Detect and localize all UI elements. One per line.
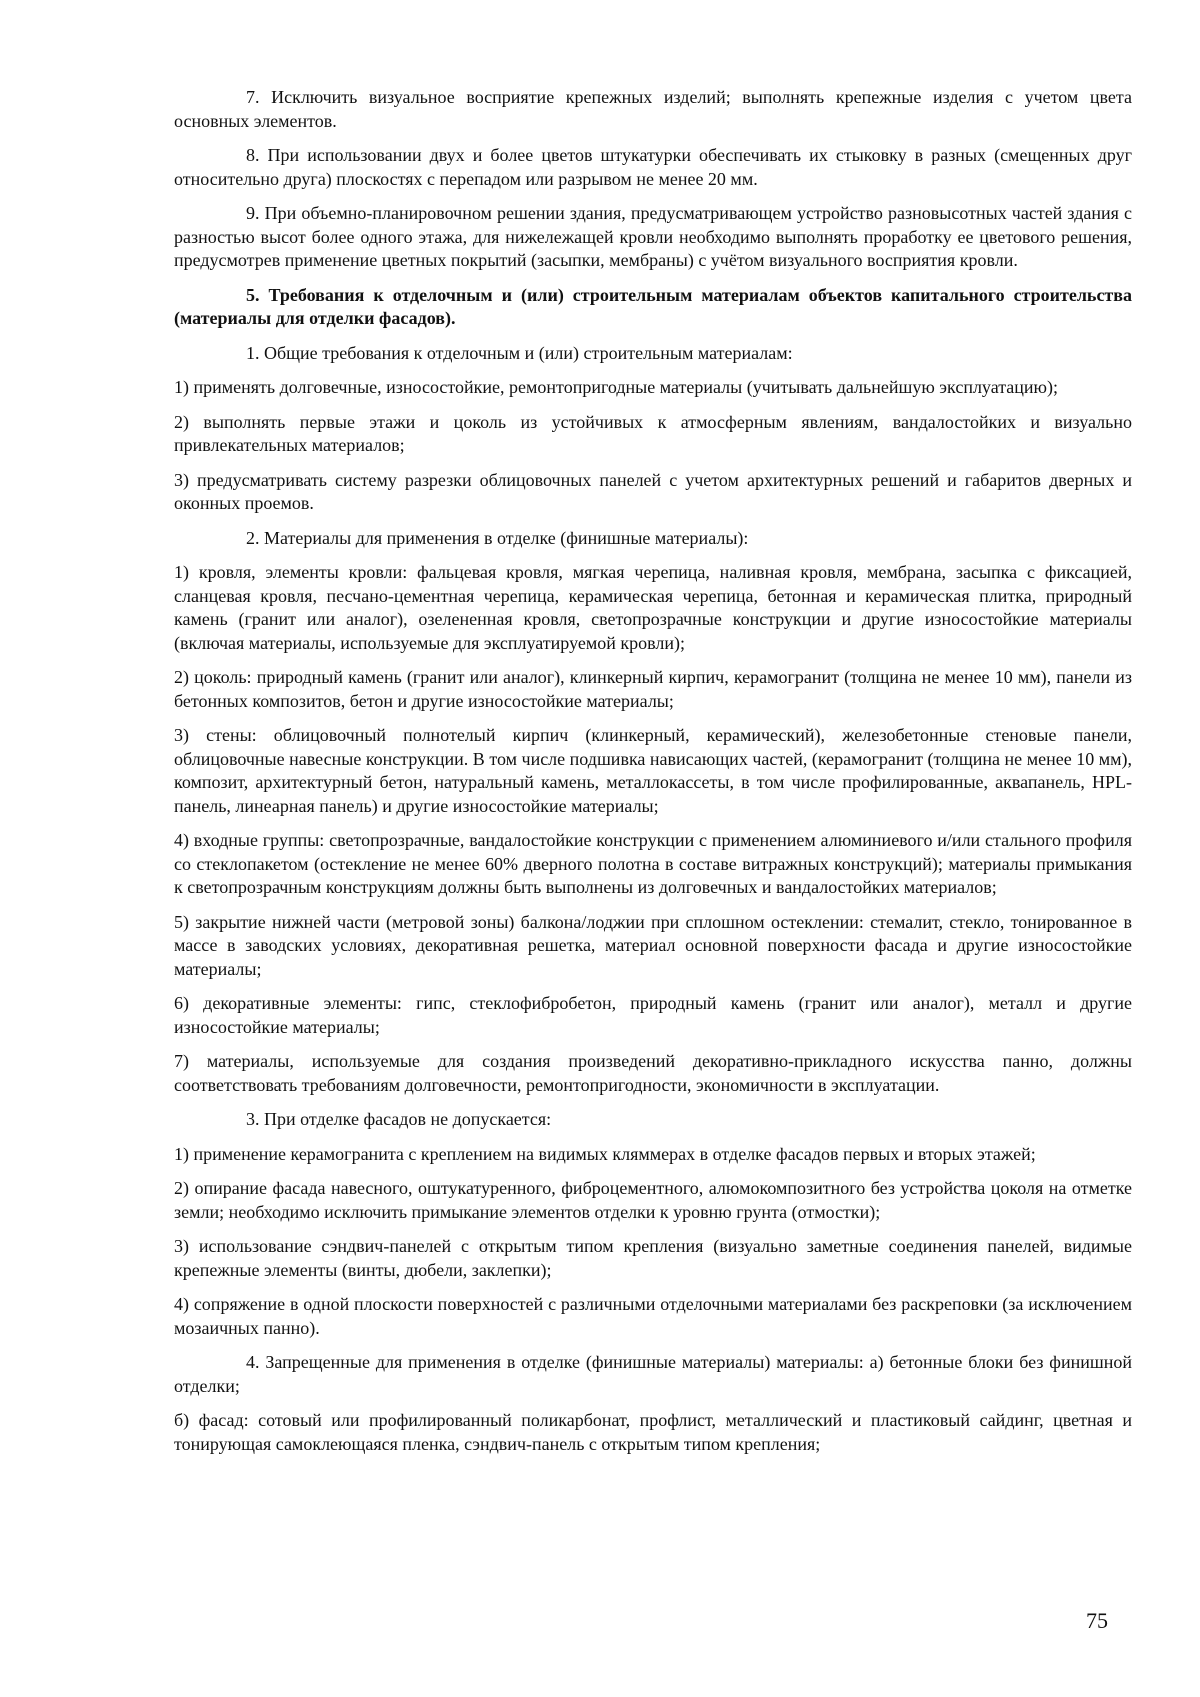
document-page (174, 86, 1132, 1467)
list-item-facade-prohibited: б) фасад: сотовый или профилированный поликарбонат, профлист, металлический и пластиковый сайдинг, цветная и тонирующая самоклеющаяся пленка, сэндвич-панель с открытым типом крепления; (174, 1410, 1132, 1454)
paragraph-8-plaster-colors: 8. При использовании двух и более цветов штукатурки обеспечивать их стыковку в разных (смещенных друг относительно друга) плоскостях с перепадом или разрывом не менее 20 мм. (174, 145, 1132, 189)
list-item-plinth: 2) цоколь: природный камень (гранит или аналог), клинкерный кирпич, керамогранит (толщина не менее 10 мм), панели из бетонных композитов, бетон и другие износостойкие материалы; (174, 667, 1132, 711)
list-item-decorative-elements: 6) декоративные элементы: гипс, стеклофибробетон, природный камень (гранит или аналог), металл и другие износостойкие материалы; (174, 993, 1132, 1037)
list-item-panel-layout: 3) предусматривать систему разрезки облицовочных панелей с учетом архитектурных решений и габаритов дверных и оконных проемов. (174, 469, 1132, 513)
subsection-3-not-allowed: 3. При отделке фасадов не допускается: (246, 1109, 552, 1129)
list-item-porcelain-clamps: 1) применение керамогранита с креплением на видимых кляммерах в отделке фасадов первых и вторых этажей; (174, 1143, 1036, 1164)
subsection-2-finishing-materials: 2. Материалы для применения в отделке (финишные материалы): (246, 527, 749, 548)
list-item-roof: 1) кровля, элементы кровли: фальцевая кровля, мягкая черепица, наливная кровля, мембрана, засыпка с фиксацией, сланцевая кровля, песчано-цементная черепица, керамическая черепица, бетонная и керамическая плитка, природный камень (гранит или аналог), озелененная кровля, светопрозрачные конструкции и другие износостойкие материалы (включая материалы, используемые для эксплуатируемой кровли); (174, 562, 1132, 653)
list-item-decorative-panels: 7) материалы, используемые для создания произведений декоративно-прикладного искусства панно, должны соответствовать требованиям долговечности, ремонтопригодности, экономичности в эксплуатации. (174, 1051, 1132, 1095)
list-item-walls: 3) стены: облицовочный полнотелый кирпич (клинкерный, керамический), железобетонные стеновые панели, облицовочные навесные конструкции. В том числе подшивка нависающих частей, (керамогранит (толщина не менее 10 мм), композит, архитектурный бетон, натуральный камень, металлокассеты, в том числе профилированные, аквапанель, HPL-панель, линеарная панель) и другие износостойкие материалы; (174, 725, 1132, 816)
list-item-surface-junction: 4) сопряжение в одной плоскости поверхностей с различными отделочными материалами без раскреповки (за исключением мозаичных панно). (174, 1294, 1132, 1338)
subsection-4-prohibited-materials: 4. Запрещенные для применения в отделке (финишные материалы) материалы: а) бетонные блоки без финишной отделки; (174, 1352, 1132, 1396)
list-item-durable-materials: 1) применять долговечные, износостойкие, ремонтопригодные материалы (учитывать дальнейшую эксплуатацию); (174, 377, 1059, 397)
list-item-entrance-groups: 4) входные группы: светопрозрачные, вандалостойкие конструкции с применением алюминиевого и/или стального профиля со стеклопакетом (остекление не менее 60% дверного полотна в составе витражных конструкций); материалы примыкания к светопрозрачным конструкциям должны быть выполнены из долговечных и вандалостойких материалов; (174, 830, 1132, 897)
section-5-heading: 5. Требования к отделочным и (или) строительным материалам объектов капитального строительства (материалы для отделки фасадов). (174, 284, 1132, 328)
paragraph-9-roof-color: 9. При объемно-планировочном решении здания, предусматривающем устройство разновысотных частей здания с разностью высот более одного этажа, для нижележащей кровли необходимо выполнять проработку ее цветового решения, предусмотрев применение цветных покрытий (засыпки, мембраны) с учётом визуального восприятия кровли. (174, 203, 1132, 270)
subsection-1-general-requirements: 1. Общие требования к отделочным и (или) строительным материалам: (246, 342, 793, 363)
list-item-facade-support: 2) опирание фасада навесного, оштукатуренного, фиброцементного, алюмокомпозитного без устройства цоколя на отметке земли; необходимо исключить примыкание элементов отделки к уровню грунта (отмостки); (174, 1178, 1132, 1222)
page-number: 75 (1086, 1608, 1108, 1633)
list-item-balcony-lower-part: 5) закрытие нижней части (метровой зоны) балкона/лоджии при сплошном остеклении: стемалит, стекло, тонированное в массе в заводских условиях, декоративная решетка, материал основной поверхности фасада и другие износостойкие материалы; (174, 911, 1132, 979)
list-item-sandwich-panels: 3) использование сэндвич-панелей с открытым типом крепления (визуально заметные соединения панелей, видимые крепежные элементы (винты, дюбели, заклепки); (174, 1236, 1132, 1280)
list-item-first-floors-plinth: 2) выполнять первые этажи и цоколь из устойчивых к атмосферным явлениям, вандалостойких и визуально привлекательных материалов; (174, 411, 1132, 455)
paragraph-7-fasteners: 7. Исключить визуальное восприятие крепежных изделий; выполнять крепежные изделия с учетом цвета основных элементов. (174, 87, 1132, 131)
